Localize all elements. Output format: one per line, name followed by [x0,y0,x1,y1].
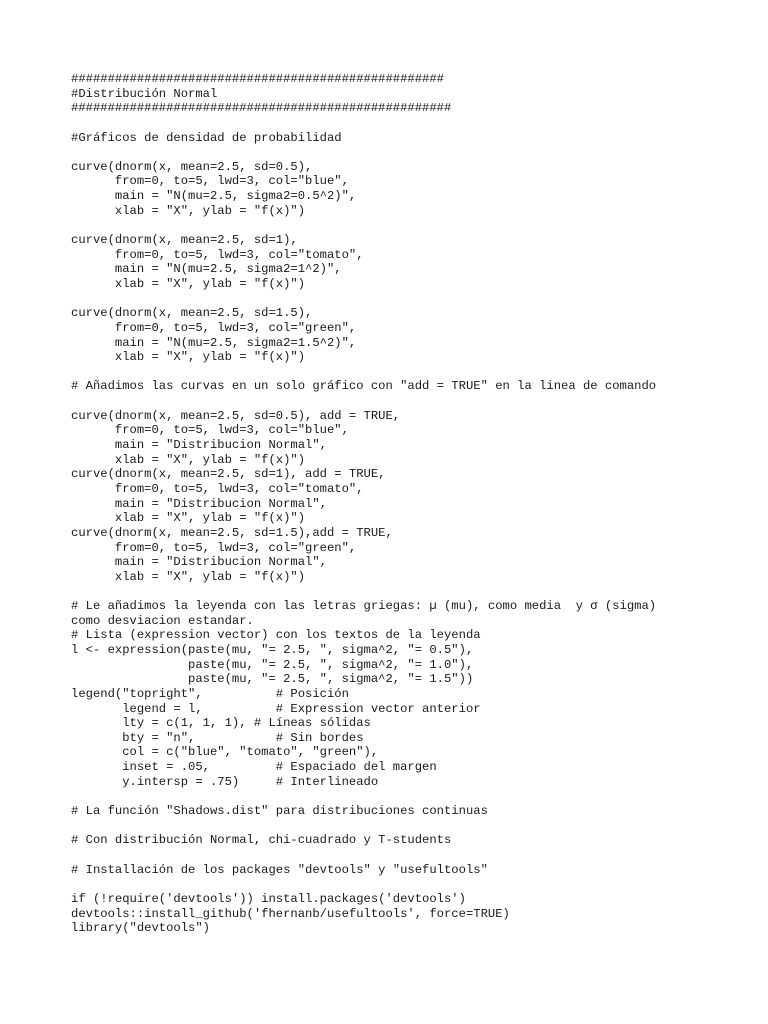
code-line: main = "Distribucion Normal", [71,438,327,453]
code-line: lty = c(1, 1, 1), # Líneas sólidas [71,716,371,731]
blank-line [71,789,761,804]
code-line: como desviacion estandar. [71,613,254,628]
code-line: from=0, to=5, lwd=3, col="green", [71,540,357,555]
blank-line [71,218,761,233]
code-line: curve(dnorm(x, mean=2.5, sd=0.5), [71,159,313,174]
code-line: main = "Distribucion Normal", [71,555,327,570]
code-line: col = c("blue", "tomato", "green"), [71,745,379,760]
code-line: from=0, to=5, lwd=3, col="blue", [71,423,349,438]
comment-line: # La función "Shadows.dist" para distribuciones continuas [71,804,488,819]
code-line: main = "N(mu=2.5, sigma2=1.5^2)", [71,335,357,350]
comment-line: # Añadimos las curvas en un solo gráfico con "add = TRUE" en la linea de comando [71,379,657,394]
blank-line [71,292,761,307]
comment-line: # Lista (expression vector) con los textos de la leyenda [71,628,481,643]
code-line: main = "N(mu=2.5, sigma2=0.5^2)", [71,189,357,204]
comment-line: # Con distribución Normal, chi-cuadrado y T-students [71,833,452,848]
code-line: inset = .05, # Espaciado del margen [71,760,437,775]
code-line: paste(mu, "= 2.5, ", sigma^2, "= 1.5")) [71,672,474,687]
comment-line: #Gráficos de densidad de probabilidad [71,130,342,145]
blank-line [71,365,761,380]
code-line: main = "N(mu=2.5, sigma2=1^2)", [71,262,342,277]
code-line: paste(mu, "= 2.5, ", sigma^2, "= 1.0"), [71,657,474,672]
code-line: if (!require('devtools')) install.packages('devtools') [71,891,466,906]
code-line: curve(dnorm(x, mean=2.5, sd=0.5), add = TRUE, [71,408,401,423]
code-line: curve(dnorm(x, mean=2.5, sd=1), [71,233,298,248]
code-line: curve(dnorm(x, mean=2.5, sd=1), add = TRUE, [71,467,386,482]
code-line: from=0, to=5, lwd=3, col="tomato", [71,247,364,262]
code-line: y.intersp = .75) # Interlineado [71,774,379,789]
code-line: xlab = "X", ylab = "f(x)") [71,511,306,526]
code-line: xlab = "X", ylab = "f(x)") [71,276,306,291]
blank-line [71,145,761,160]
comment-line: # Le añadimos la leyenda con las letras griegas: µ (mu), como media y σ (sigma) [71,599,657,614]
code-line: main = "Distribucion Normal", [71,496,327,511]
comment-line: #################################################### [71,101,452,116]
code-line: library("devtools") [71,921,210,936]
code-line: from=0, to=5, lwd=3, col="green", [71,320,357,335]
code-line: bty = "n", # Sin bordes [71,730,364,745]
code-line: xlab = "X", ylab = "f(x)") [71,569,306,584]
code-line: curve(dnorm(x, mean=2.5, sd=1.5), [71,306,313,321]
code-line: l <- expression(paste(mu, "= 2.5, ", sigma^2, "= 0.5"), [71,642,474,657]
comment-line: ################################################### [71,72,444,86]
code-line: from=0, to=5, lwd=3, col="blue", [71,174,349,189]
code-line: xlab = "X", ylab = "f(x)") [71,203,306,218]
comment-line: # Installación de los packages "devtools" y "usefultools" [71,862,488,877]
code-line: xlab = "X", ylab = "f(x)") [71,452,306,467]
blank-line [71,848,761,863]
code-listing [71,72,761,936]
blank-line [71,877,761,892]
code-line: curve(dnorm(x, mean=2.5, sd=1.5),add = TRUE, [71,525,393,540]
blank-line [71,394,761,409]
blank-line [71,584,761,599]
blank-line [71,819,761,834]
code-line: xlab = "X", ylab = "f(x)") [71,350,306,365]
code-line: legend("topright", # Posición [71,686,349,701]
code-line: devtools::install_github('fhernanb/usefultools', force=TRUE) [71,906,510,921]
code-line: legend = l, # Expression vector anterior [71,701,481,716]
comment-line: #Distribución Normal [71,86,218,101]
code-line: from=0, to=5, lwd=3, col="tomato", [71,481,364,496]
blank-line [71,116,761,131]
